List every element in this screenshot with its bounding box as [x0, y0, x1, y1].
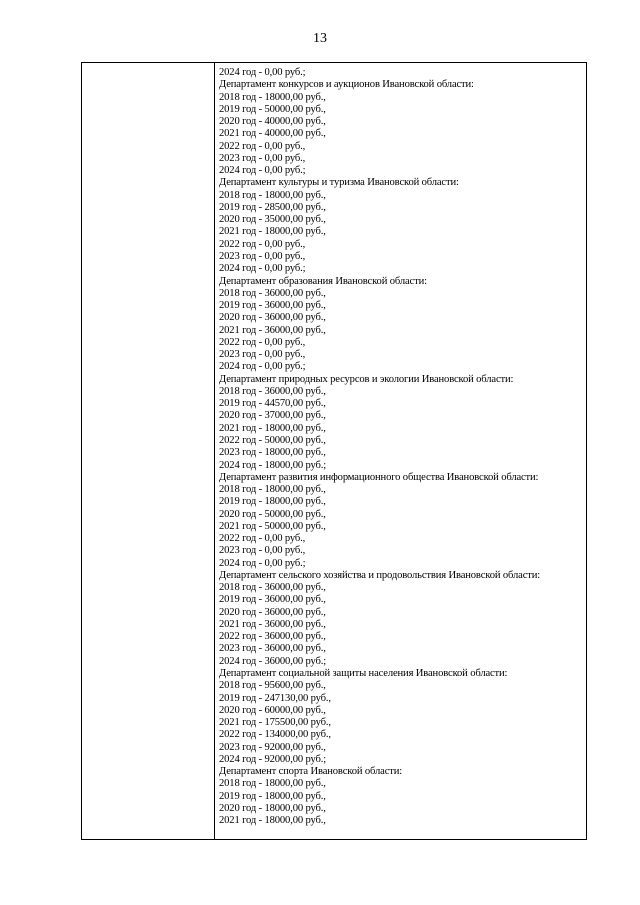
- funding-line: 2021 год - 18000,00 руб.,: [219, 422, 326, 434]
- funding-line: 2024 год - 0,00 руб.;: [219, 67, 306, 78]
- funding-line: 2024 год - 18000,00 руб.;: [219, 459, 327, 471]
- table-right-cell: [219, 67, 582, 839]
- funding-line: 2018 год - 18000,00 руб.,: [219, 484, 326, 496]
- funding-line: 2020 год - 18000,00 руб.,: [219, 802, 326, 814]
- funding-line: 2024 год - 92000,00 руб.;: [219, 753, 327, 765]
- funding-line: 2021 год - 36000,00 руб.,: [219, 324, 326, 336]
- funding-line: 2020 год - 37000,00 руб.,: [219, 410, 326, 422]
- funding-line: 2020 год - 50000,00 руб.,: [219, 508, 326, 520]
- funding-line: 2018 год - 36000,00 руб.,: [219, 582, 326, 594]
- funding-line: 2022 год - 0,00 руб.,: [219, 140, 306, 152]
- funding-line: 2022 год - 0,00 руб.,: [219, 238, 306, 250]
- department-heading: Департамент культуры и туризма Ивановской области:: [219, 177, 459, 189]
- funding-line: 2022 год - 0,00 руб.,: [219, 336, 306, 348]
- funding-table: [81, 62, 587, 840]
- funding-line: 2024 год - 0,00 руб.;: [219, 557, 306, 569]
- funding-line: 2019 год - 18000,00 руб.,: [219, 790, 326, 802]
- department-heading: Департамент развития информационного общества Ивановской области:: [219, 471, 539, 483]
- funding-line: 2022 год - 36000,00 руб.,: [219, 631, 326, 643]
- funding-line: 2023 год - 36000,00 руб.,: [219, 643, 326, 655]
- funding-line: 2023 год - 0,00 руб.,: [219, 349, 306, 361]
- funding-line: 2023 год - 18000,00 руб.,: [219, 447, 326, 459]
- page-number: 13: [313, 31, 327, 46]
- department-heading: Департамент спорта Ивановской области:: [219, 766, 403, 778]
- funding-line: 2020 год - 35000,00 руб.,: [219, 214, 326, 226]
- funding-line: 2024 год - 0,00 руб.;: [219, 263, 306, 275]
- funding-line: 2023 год - 0,00 руб.,: [219, 250, 306, 262]
- funding-line: 2021 год - 18000,00 руб.,: [219, 226, 326, 238]
- funding-line: 2023 год - 0,00 руб.,: [219, 545, 306, 557]
- funding-line: 2018 год - 36000,00 руб.,: [219, 385, 326, 397]
- funding-line: 2018 год - 95600,00 руб.,: [219, 680, 326, 692]
- funding-line: 2021 год - 175500,00 руб.,: [219, 717, 331, 729]
- funding-line: 2020 год - 40000,00 руб.,: [219, 116, 326, 128]
- funding-line: 2021 год - 50000,00 руб.,: [219, 520, 326, 532]
- department-heading: Департамент природных ресурсов и экологии Ивановской области:: [219, 373, 514, 385]
- funding-line: 2022 год - 0,00 руб.,: [219, 533, 306, 545]
- funding-line: 2019 год - 44570,00 руб.,: [219, 398, 326, 410]
- funding-line: 2019 год - 28500,00 руб.,: [219, 201, 326, 213]
- funding-line: 2019 год - 247130,00 руб.,: [219, 692, 331, 704]
- funding-line: 2019 год - 18000,00 руб.,: [219, 496, 326, 508]
- department-heading: Департамент социальной защиты населения Ивановской области:: [219, 668, 508, 680]
- department-heading: Департамент конкурсов и аукционов Ивановской области:: [219, 79, 474, 91]
- funding-line: 2018 год - 36000,00 руб.,: [219, 287, 326, 299]
- funding-line: 2020 год - 36000,00 руб.,: [219, 606, 326, 618]
- funding-line: 2024 год - 36000,00 руб.;: [219, 655, 327, 667]
- funding-line: 2022 год - 50000,00 руб.,: [219, 434, 326, 446]
- funding-line: 2018 год - 18000,00 руб.,: [219, 778, 326, 790]
- funding-line: 2018 год - 18000,00 руб.,: [219, 91, 326, 103]
- funding-line: 2018 год - 18000,00 руб.,: [219, 189, 326, 201]
- department-heading: Департамент образования Ивановской области:: [219, 275, 427, 287]
- department-heading: Департамент сельского хозяйства и продовольствия Ивановской области:: [219, 569, 541, 581]
- funding-line: 2021 год - 36000,00 руб.,: [219, 618, 326, 630]
- funding-line: 2021 год - 18000,00 руб.,: [219, 815, 326, 827]
- funding-line: 2021 год - 40000,00 руб.,: [219, 128, 326, 140]
- funding-line: 2019 год - 50000,00 руб.,: [219, 103, 326, 115]
- funding-line: 2020 год - 36000,00 руб.,: [219, 312, 326, 324]
- funding-line: 2024 год - 0,00 руб.;: [219, 165, 306, 177]
- funding-line: 2022 год - 134000,00 руб.,: [219, 729, 331, 741]
- funding-line: 2023 год - 92000,00 руб.,: [219, 741, 326, 753]
- funding-line: 2024 год - 0,00 руб.;: [219, 361, 306, 373]
- funding-line: 2019 год - 36000,00 руб.,: [219, 300, 326, 312]
- funding-line: 2020 год - 60000,00 руб.,: [219, 704, 326, 716]
- table-left-cell: [82, 63, 214, 839]
- funding-line: 2023 год - 0,00 руб.,: [219, 152, 306, 164]
- funding-line: 2019 год - 36000,00 руб.,: [219, 594, 326, 606]
- column-divider: [214, 63, 215, 839]
